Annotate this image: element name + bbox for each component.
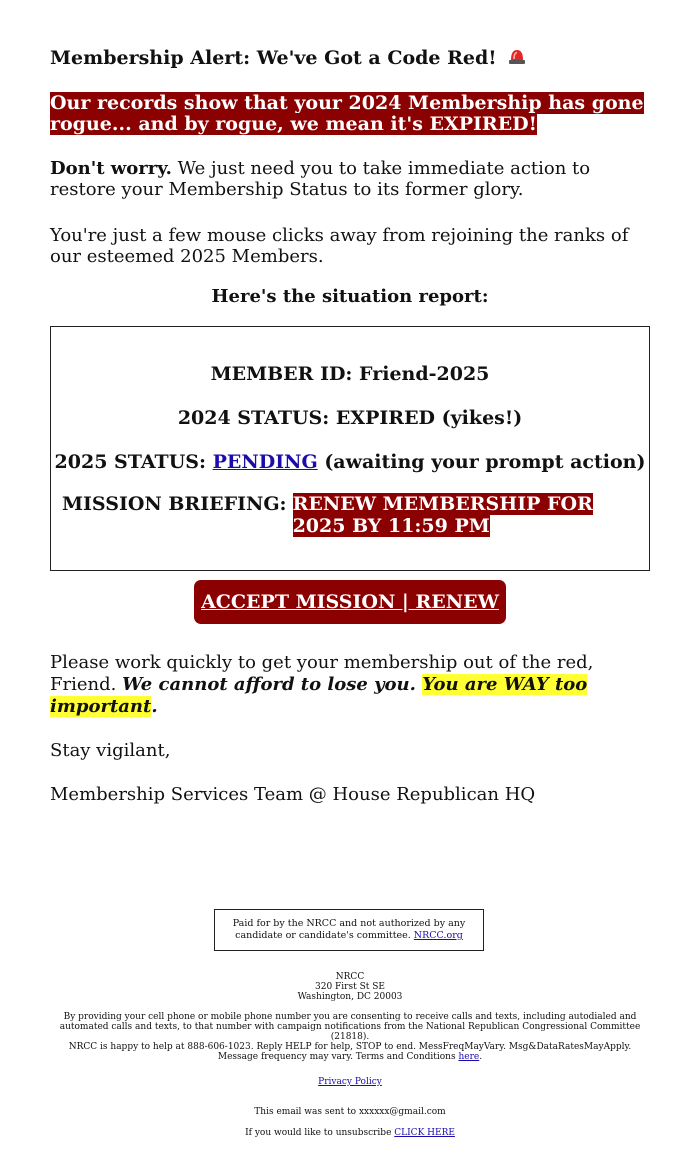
pending-link[interactable]: PENDING (212, 451, 318, 473)
help-text-end: . (479, 1052, 483, 1062)
help-text (50, 1042, 650, 1062)
unsubscribe-prompt: If you would like to unsubscribe (245, 1128, 395, 1138)
unsubscribe-text (50, 1128, 650, 1138)
unsubscribe-link[interactable]: CLICK HERE (394, 1128, 455, 1138)
dont-worry-paragraph (50, 158, 650, 200)
rejoin-paragraph: You're just a few mouse clicks away from rejoining the ranks of our esteemed 2025 Members. (50, 225, 629, 267)
status-2025-rest: (awaiting your prompt action) (317, 451, 646, 473)
closing-paragraph (50, 652, 650, 718)
status-2025-label: 2025 STATUS: (54, 451, 213, 473)
privacy-policy-link[interactable]: Privacy Policy (318, 1077, 382, 1087)
police-siren-icon (507, 46, 527, 72)
closing-highlight: You are WAY too important (50, 674, 588, 717)
email-title (50, 46, 527, 72)
member-id: MEMBER ID: Friend-2025 (210, 363, 490, 385)
closing-text: Please work quickly to get your membership out of the red, Friend. (50, 652, 594, 695)
signoff: Stay vigilant, (50, 740, 171, 761)
address-line-2: Washington, DC 20003 (297, 992, 403, 1002)
accept-mission-renew-button[interactable]: ACCEPT MISSION | RENEW (194, 580, 506, 624)
signature: Membership Services Team @ House Republican HQ (50, 784, 536, 805)
situation-heading: Here's the situation report: (211, 286, 489, 307)
address-line-1: 320 First St SE (315, 982, 385, 992)
expired-headline: Our records show that your 2024 Membership has gone rogue... and by rogue, we mean it's EXPIRED! (50, 92, 644, 135)
terms-link[interactable]: here (458, 1052, 480, 1062)
nrcc-link[interactable]: NRCC.org (413, 930, 463, 941)
title-text: Membership Alert: We've Got a Code Red! (50, 47, 497, 69)
status-2025 (51, 451, 649, 473)
org-name: NRCC (335, 972, 365, 982)
privacy-policy (50, 1077, 650, 1087)
dont-worry-text: We just need you to take immediate action to restore your Membership Status to its former glory. (50, 158, 591, 200)
mission-briefing-label: MISSION BRIEFING: (62, 493, 287, 515)
paid-for-disclaimer (214, 909, 484, 951)
mission-briefing-value: RENEW MEMBERSHIP FOR 2025 BY 11:59 PM (292, 493, 593, 537)
dont-worry-bold: Don't worry. (50, 158, 172, 179)
help-text-body: NRCC is happy to help at 888-606-1023. Reply HELP for help, STOP to end. MessFreqMayVary. Msg&DataRatesMayApply. Message frequency may vary. Terms and Conditions (68, 1042, 632, 1062)
status-2024: 2024 STATUS: EXPIRED (yikes!) (177, 407, 523, 429)
consent-text: By providing your cell phone or mobile phone number you are consenting to receive calls and texts, including autodialed and automated calls and texts, to that number with campaign notifications from the National Republican Congressional Committee (21818). (59, 1012, 641, 1042)
closing-bold-italic: We cannot afford to lose you. (122, 674, 423, 695)
closing-period: . (151, 696, 158, 717)
mission-briefing (62, 493, 648, 537)
paid-for-text: Paid for by the NRCC and not authorized by any candidate or candidate's committee. (232, 918, 466, 941)
sent-to-text: This email was sent to xxxxxx@gmail.com (254, 1107, 446, 1117)
